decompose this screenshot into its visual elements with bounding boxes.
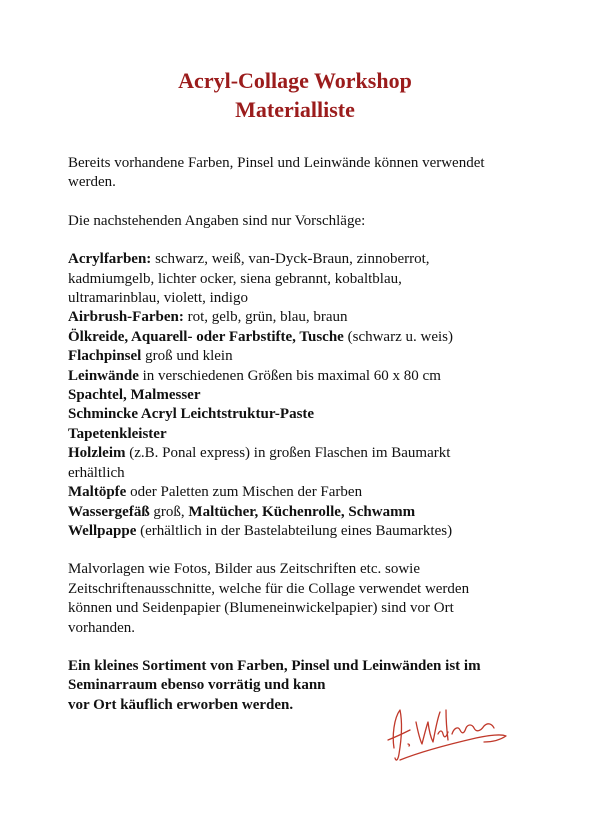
list-item-tapetenkleister: [68, 425, 538, 444]
list-item-acrylfarben: [68, 250, 538, 308]
item-text: kadmiumgelb, lichter ocker, siena gebrannt, kobaltblau,: [68, 270, 402, 287]
signature-stroke: [408, 744, 409, 746]
list-item-leinwaende: [68, 367, 538, 386]
spacer: [68, 541, 538, 560]
item-text: ultramarinblau, violett, indigo: [68, 290, 248, 307]
closing-line-2: Seminarraum ebenso vorrätig und kann: [68, 677, 326, 694]
signature-stroke: [416, 712, 440, 744]
malvorlagen-paragraph: [68, 560, 538, 638]
list-item-airbrush: [68, 308, 538, 327]
item-label: Maltöpfe: [68, 484, 127, 501]
item-label: Airbrush-Farben:: [68, 309, 184, 326]
title-line-1: Acryl-Collage Workshop: [178, 68, 412, 93]
intro-line-1: Bereits vorhandene Farben, Pinsel und Leinwände können verwendet: [68, 155, 485, 171]
closing-line-3: vor Ort käuflich erworben werden.: [68, 696, 294, 713]
title-line-2: Materialliste: [235, 97, 355, 122]
item-text: (schwarz u. weis): [343, 328, 453, 345]
list-item-oelkreide: [68, 328, 538, 347]
item-label: Wellpappe: [68, 522, 137, 539]
document-title: [0, 66, 590, 124]
malvorlagen-line-1: Malvorlagen wie Fotos, Bilder aus Zeitschriften etc. sowie: [68, 561, 420, 578]
spacer: [68, 231, 538, 250]
handwritten-signature: [380, 700, 510, 770]
item-label: Tapetenkleister: [68, 425, 167, 442]
signature-stroke: [388, 730, 410, 740]
item-text: oder Paletten zum Mischen der Farben: [126, 484, 363, 501]
item-label: Holzleim: [68, 445, 126, 462]
item-label: Acrylfarben:: [68, 251, 152, 268]
list-item-maltoepfe: [68, 483, 538, 502]
item-text: groß und klein: [141, 348, 233, 365]
item-text: erhältlich: [68, 464, 125, 481]
intro-paragraph: [68, 154, 538, 193]
malvorlagen-line-4: vorhanden.: [68, 619, 136, 636]
item-text: rot, gelb, grün, blau, braun: [183, 309, 348, 326]
list-item-schmincke: [68, 405, 538, 424]
item-text: (z.B. Ponal express) in großen Flaschen im Baumarkt: [125, 445, 451, 462]
item-text: in verschiedenen Größen bis maximal 60 x 80 cm: [138, 367, 441, 384]
item-label: Maltücher, Küchenrolle, Schwamm: [188, 503, 416, 520]
item-label: Schmincke Acryl Leichtstruktur-Paste: [68, 406, 315, 423]
document-body: [68, 154, 538, 715]
list-item-spachtel: [68, 386, 538, 405]
item-text: groß,: [149, 503, 189, 520]
item-label: Wassergefäß: [68, 503, 150, 520]
malvorlagen-line-2: Zeitschriftenausschnitte, welche für die Collage verwendet werden: [68, 580, 470, 597]
item-text: schwarz, weiß, van-Dyck-Braun, zinnoberrot,: [151, 251, 430, 268]
note-paragraph: Die nachstehenden Angaben sind nur Vorschläge:: [68, 212, 366, 229]
list-item-wellpappe: [68, 522, 538, 541]
list-item-wasser: [68, 503, 538, 522]
spacer: [68, 638, 538, 657]
list-item-holzleim: [68, 444, 538, 483]
malvorlagen-line-3: können und Seidenpapier (Blumeneinwickelpapier) sind vor Ort: [68, 600, 454, 617]
item-text: (erhältlich in der Bastelabteilung eines Baumarktes): [136, 522, 453, 539]
item-label: Spachtel, Malmesser: [68, 387, 201, 404]
signature-stroke: [452, 724, 494, 734]
item-label: Ölkreide, Aquarell- oder Farbstifte, Tusche: [68, 328, 344, 345]
item-label: Leinwände: [68, 367, 139, 384]
item-label: Flachpinsel: [68, 348, 142, 365]
intro-line-2: werden.: [68, 174, 116, 191]
spacer: [68, 193, 538, 212]
signature-stroke: [400, 735, 506, 760]
material-list: [68, 250, 538, 541]
list-item-flachpinsel: [68, 347, 538, 366]
closing-line-1: Ein kleines Sortiment von Farben, Pinsel und Leinwänden ist im: [68, 657, 481, 674]
